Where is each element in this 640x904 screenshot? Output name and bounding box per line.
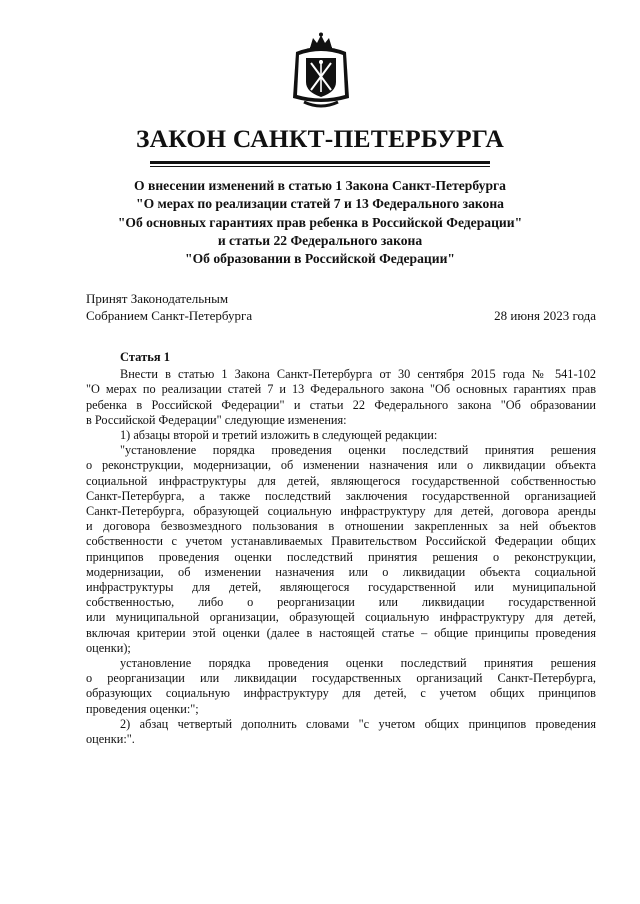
text-line: Санкт-Петербурга, а также последствий заключения государственной организацией	[86, 488, 596, 503]
text-line: проведения оценки:";	[86, 701, 199, 716]
text-line: "О мерах по реализации статей 7 и 13 Федерального закона "Об основных гарантиях прав	[86, 382, 596, 397]
subtitle-line: О внесении изменений в статью 1 Закона Санкт-Петербурга	[134, 178, 506, 193]
subtitle-line: и статьи 22 Федерального закона	[217, 232, 423, 248]
adoption-date: 28 июня 2023 года	[494, 308, 596, 323]
law-title: ЗАКОН САНКТ-ПЕТЕРБУРГА	[135, 124, 505, 153]
text-line: 2) абзац четвертый дополнить словами "с учетом общих принципов проведения	[120, 716, 596, 731]
text-line: Санкт-Петербурга, образующей социальную инфраструктуру для детей, договора аренды	[86, 504, 596, 519]
text-line: оценки);	[86, 640, 131, 655]
text-line: социальной инфраструктуры для детей, являющегося государственной собственностью	[86, 473, 596, 488]
text-line: собственностью, либо о реорганизации или ликвидации государственной	[86, 595, 596, 610]
subtitle-line: "Об основных гарантиях прав ребенка в Российской Федерации"	[117, 214, 523, 230]
adopted-line: Принят Законодательным	[86, 291, 229, 306]
text-line: собственности с учетом устанавливаемых Правительством Российской Федерации общих	[86, 534, 596, 549]
text-line: о реконструкции, модернизации, об изменении назначения или о ликвидации объекта	[86, 458, 596, 473]
adopted-by	[86, 290, 252, 324]
article-body	[86, 350, 596, 747]
text-line: и договора безвозмездного пользования в отношении закрепленных за ней объектов	[86, 519, 596, 534]
text-line: установление порядка проведения оценки последствий принятия решения	[120, 656, 596, 671]
law-subtitle	[60, 177, 580, 268]
subtitle-line: "Об образовании в Российской Федерации"	[185, 251, 455, 267]
text-line: в Российской Федерации" следующие изменения:	[86, 412, 347, 427]
title-rule-thin	[150, 166, 490, 167]
subtitle-line: "О мерах по реализации статей 7 и 13 Федерального закона	[136, 196, 504, 212]
text-line: "установление порядка проведения оценки последствий принятия решения	[120, 443, 596, 458]
text-line: о реорганизации или ликвидации государственных организаций Санкт-Петербурга,	[86, 671, 596, 686]
text-line: ребенка в Российской Федерации" и статьи 22 Федерального закона "Об образовании	[86, 397, 596, 412]
text-line: Внести в статью 1 Закона Санкт-Петербурга от 30 сентября 2015 года № 541-102	[120, 367, 596, 382]
text-line: инфраструктуры для детей, являющегося государственной или муниципальной	[86, 580, 596, 595]
text-line: модернизации, об изменении назначения или о ликвидации объекта социальной	[86, 564, 596, 579]
adopted-line: Собранием Санкт-Петербурга	[86, 308, 253, 323]
text-line: оценки:".	[86, 732, 135, 747]
article-heading: Статья 1	[120, 350, 170, 364]
text-line: принципов проведения оценки последствий принятия решения о реконструкции,	[86, 549, 596, 564]
text-line: 1) абзацы второй и третий изложить в следующей редакции:	[120, 428, 438, 443]
coat-of-arms-icon	[290, 32, 352, 110]
text-line: включая критерии этой оценки (далее в настоящей статье – общие принципы проведения	[86, 625, 596, 640]
title-rule-thick	[150, 161, 490, 164]
text-line: или муниципальной организации, образующей социальную инфраструктуру для детей,	[86, 610, 596, 625]
text-line: образующих социальную инфраструктуру для детей, с учетом общих принципов	[86, 686, 596, 701]
